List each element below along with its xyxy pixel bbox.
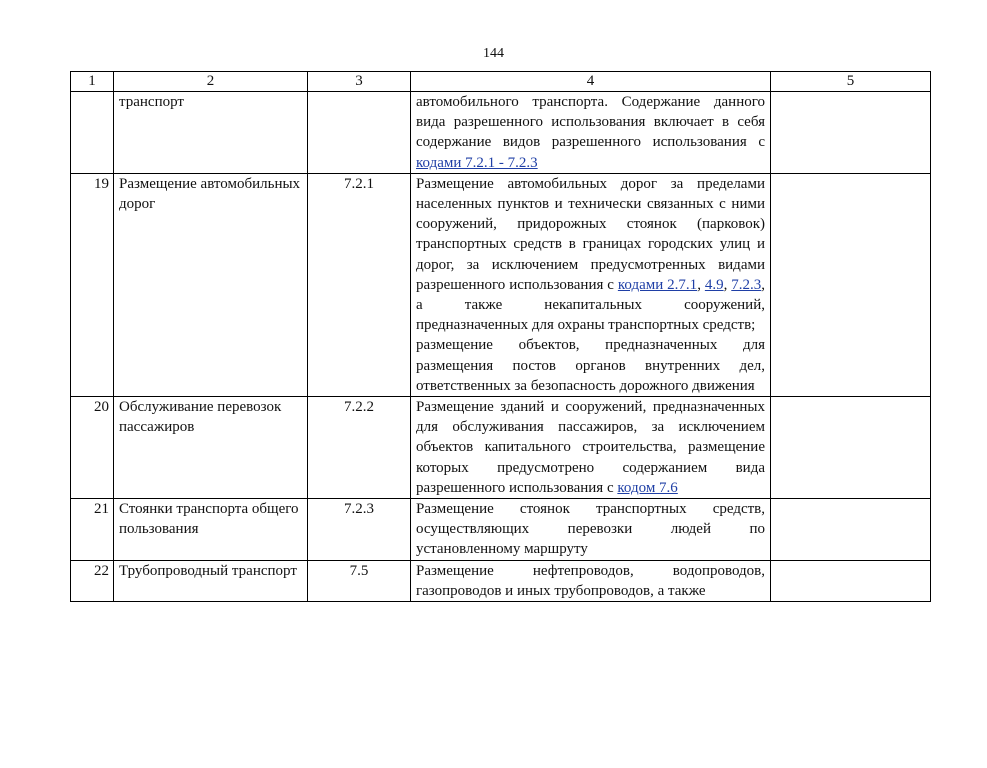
description-text: Размещение автомобильных дорог за пределами населенных пунктов и технически связанных с ними сооружений, придорожных стоянок (парковок) транспортных средств в границах городских улиц и дорог, за исключением предусмотренных видами разрешенного использования с — [416, 175, 765, 293]
use-code: 7.5 — [308, 560, 411, 601]
code-link[interactable]: 7.2.3 — [731, 276, 762, 293]
use-description — [411, 560, 771, 601]
use-code — [308, 92, 411, 174]
use-type-name: Трубопроводный транспорт — [114, 560, 308, 601]
column-header: 5 — [771, 72, 931, 92]
description-paragraph — [416, 499, 765, 560]
use-description — [411, 92, 771, 174]
code-link[interactable]: кодами 7.2.1 - 7.2.3 — [416, 154, 538, 171]
table-row — [71, 397, 931, 499]
column-header: 3 — [308, 72, 411, 92]
page-number: 144 — [483, 46, 504, 61]
header-row — [71, 72, 931, 92]
description-text: , — [723, 276, 732, 293]
use-code: 7.2.2 — [308, 397, 411, 499]
code-link[interactable]: кодом 7.6 — [617, 479, 678, 496]
description-text: , — [697, 276, 705, 293]
row-number: 22 — [71, 560, 114, 601]
row-number: 20 — [71, 397, 114, 499]
description-text: Размещение стоянок транспортных средств, осуществляющих перевозки людей по установленному маршруту — [416, 501, 765, 558]
use-type-name: Стоянки транспорта общего пользования — [114, 499, 308, 561]
description-paragraph — [416, 92, 765, 173]
use-type-name: транспорт — [114, 92, 308, 174]
land-use-table — [70, 71, 931, 602]
column-5-cell — [771, 173, 931, 396]
description-text: размещение объектов, предназначенных для размещения постов органов внутренних дел, ответственных за безопасность дорожного движения — [416, 337, 765, 394]
column-5-cell — [771, 560, 931, 601]
table-row — [71, 92, 931, 174]
column-header: 4 — [411, 72, 771, 92]
column-header: 2 — [114, 72, 308, 92]
use-description — [411, 173, 771, 396]
description-text: автомобильного транспорта. Содержание данного вида разрешенного использования включает в себя содержание видов разрешенного использования с — [416, 94, 765, 151]
use-code: 7.2.1 — [308, 173, 411, 396]
column-5-cell — [771, 499, 931, 561]
table-row — [71, 173, 931, 396]
description-paragraph — [416, 397, 765, 498]
row-number — [71, 92, 114, 174]
use-description — [411, 397, 771, 499]
description-paragraph — [416, 335, 765, 396]
column-5-cell — [771, 92, 931, 174]
column-header: 1 — [71, 72, 114, 92]
row-number: 21 — [71, 499, 114, 561]
table-row — [71, 560, 931, 601]
use-type-name: Размещение автомобильных дорог — [114, 173, 308, 396]
use-description — [411, 499, 771, 561]
use-type-name: Обслуживание перевозок пассажиров — [114, 397, 308, 499]
row-number: 19 — [71, 173, 114, 396]
column-5-cell — [771, 397, 931, 499]
code-link[interactable]: кодами 2.7.1 — [617, 276, 698, 293]
table-row — [71, 499, 931, 561]
code-link[interactable]: 4.9 — [704, 276, 724, 293]
description-text: , а также некапитальных сооружений, предназначенных для охраны транспортных средств; — [416, 276, 766, 334]
description-paragraph — [416, 561, 765, 601]
description-text: Размещение зданий и сооружений, предназначенных для обслуживания пассажиров, за исключением объектов капитального строительства, размещение которых предусмотрено содержанием вида разрешенного использования с — [416, 399, 765, 496]
description-paragraph — [416, 174, 765, 336]
use-code: 7.2.3 — [308, 499, 411, 561]
description-text: Размещение нефтепроводов, водопроводов, газопроводов и иных трубопроводов, а также — [416, 562, 765, 599]
